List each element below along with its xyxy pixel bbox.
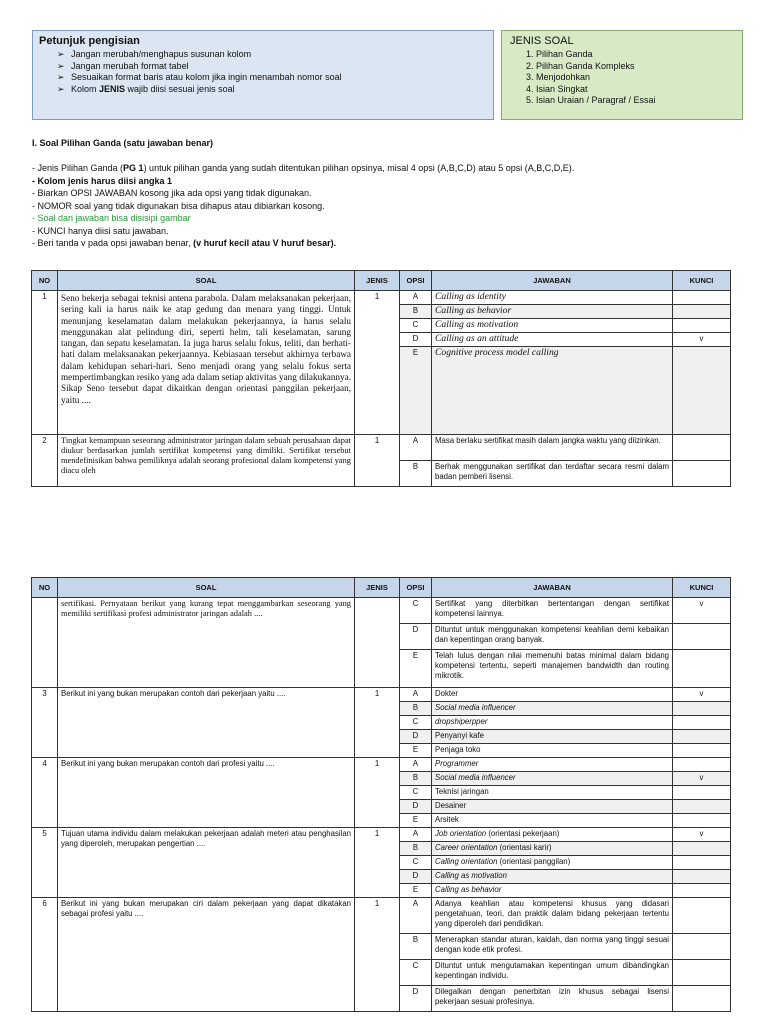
question-text: Berikut ini yang bukan merupakan ciri dalam pekerjaan yang dapat dikatakan sebagai profesi yaitu .... xyxy=(58,898,355,1012)
option-letter: B xyxy=(400,461,432,487)
header-kunci: KUNCI xyxy=(673,578,731,598)
question-type: 1 xyxy=(355,758,400,828)
answer-key xyxy=(673,291,731,305)
arrow-icon: ➢ xyxy=(57,72,65,82)
instruction-line: - Kolom jenis harus diisi angka 1 xyxy=(32,175,173,186)
question-number xyxy=(32,598,58,688)
option-letter: E xyxy=(400,347,432,435)
question-type: 1 xyxy=(355,898,400,1012)
answer-key xyxy=(673,347,731,435)
list-item: 5. Isian Uraian / Paragraf / Essai xyxy=(536,95,734,107)
question-table-1 xyxy=(31,270,731,487)
answer-text: Calling as an attitude xyxy=(432,333,673,347)
answer-key xyxy=(673,702,731,716)
option-letter: E xyxy=(400,650,432,688)
question-number: 6 xyxy=(32,898,58,1012)
option-letter: A xyxy=(400,898,432,934)
list-item: 1. Pilihan Ganda xyxy=(536,49,734,61)
answer-text: Programmer xyxy=(432,758,673,772)
list-item: ➢ Jangan merubah/menghapus susunan kolom xyxy=(57,49,252,59)
answer-key xyxy=(673,744,731,758)
answer-text: Calling as behavior xyxy=(432,884,673,898)
header-no: NO xyxy=(32,271,58,291)
option-letter: C xyxy=(400,598,432,624)
answer-key xyxy=(673,786,731,800)
answer-key: v xyxy=(673,772,731,786)
answer-key: v xyxy=(673,598,731,624)
jenis-soal-list xyxy=(536,49,734,107)
answer-text: Desainer xyxy=(432,800,673,814)
header-jawaban: JAWABAN xyxy=(432,578,673,598)
header-opsi: OPSI xyxy=(400,578,432,598)
answer-text: Calling orientation (orientasi panggilan) xyxy=(432,856,673,870)
option-letter: A xyxy=(400,291,432,305)
petunjuk-list xyxy=(57,49,487,95)
answer-text: dropshiperpper xyxy=(432,716,673,730)
table-row xyxy=(32,758,731,772)
option-letter: C xyxy=(400,786,432,800)
answer-key xyxy=(673,884,731,898)
answer-key xyxy=(673,758,731,772)
option-letter: A xyxy=(400,688,432,702)
answer-text: Dituntut untuk mengutamakan kepentingan umum dibandingkan kepentingan individu. xyxy=(432,960,673,986)
answer-key xyxy=(673,898,731,934)
table-row xyxy=(32,898,731,934)
option-letter: D xyxy=(400,730,432,744)
instruction-line: - Jenis Pilihan Ganda (PG 1) untuk pilihan ganda yang sudah ditentukan pilihan opsinya, misal 4 opsi (A,B,C,D) atau 5 opsi (A,B,C,D,E). xyxy=(32,163,575,173)
answer-text: Calling as motivation xyxy=(432,870,673,884)
list-item: 2. Pilihan Ganda Kompleks xyxy=(536,61,734,73)
option-letter: D xyxy=(400,870,432,884)
answer-text: Dilegalkan dengan penerbitan izin khusus sebagai lisensi pekerjaan sesuai profesinya. xyxy=(432,986,673,1012)
answer-text: Sertifikat yang diterbitkan bertentangan dengan sertifikat kompetensi lainnya. xyxy=(432,598,673,624)
table-header xyxy=(32,578,731,598)
question-type: 1 xyxy=(355,828,400,898)
option-letter: B xyxy=(400,702,432,716)
option-letter: B xyxy=(400,842,432,856)
question-text: Tujuan utama individu dalam melakukan pekerjaan adalah meteri atau penghasilan yang diperoleh, merupakan pengertian .... xyxy=(58,828,355,898)
answer-key xyxy=(673,319,731,333)
answer-text: Masa berlaku sertifikat masih dalam jangka waktu yang diizinkan. xyxy=(432,435,673,461)
answer-key: v xyxy=(673,688,731,702)
option-letter: D xyxy=(400,333,432,347)
question-number: 4 xyxy=(32,758,58,828)
answer-key xyxy=(673,856,731,870)
question-text: sertifikasi. Pernyataan berikut yang kurang tepat menggambarkan seseorang yang memiliki sertifikasi profesi administrator jaringan adalah .... xyxy=(58,598,355,688)
answer-key: v xyxy=(673,828,731,842)
answer-text: Adanya keahlian atau kompetensi khusus yang didasari pengetahuan, teori, dan praktik dalam bidang pekerjaan tertentu yang diperoleh dari pendidikan. xyxy=(432,898,673,934)
question-type xyxy=(355,598,400,688)
option-letter: E xyxy=(400,884,432,898)
header-kunci: KUNCI xyxy=(673,271,731,291)
answer-key xyxy=(673,730,731,744)
question-table-2 xyxy=(31,577,731,1012)
option-letter: E xyxy=(400,744,432,758)
answer-text: Social media influencer xyxy=(432,702,673,716)
table-row xyxy=(32,291,731,305)
answer-text: Career orientation (orientasi karir) xyxy=(432,842,673,856)
section-heading: I. Soal Pilihan Ganda (satu jawaban benar) xyxy=(32,138,214,148)
question-text: Tingkat kemampuan seseorang administrator jaringan dalam sebuah perusahaan dapat diukur berdasarkan jumlah sertifikat kompetensi yang dimiliki. Sertifikat tersebut mendefinisikan bahwa pemiliknya adalah seorang profesional dalam kompetensi yang diacu oleh xyxy=(58,435,355,487)
option-letter: C xyxy=(400,716,432,730)
header-jenis: JENIS xyxy=(355,271,400,291)
option-letter: B xyxy=(400,772,432,786)
instruction-line: - Soal dan jawaban bisa disisipi gambar xyxy=(32,213,191,223)
arrow-icon: ➢ xyxy=(57,49,65,59)
answer-key xyxy=(673,814,731,828)
header-jenis: JENIS xyxy=(355,578,400,598)
question-type: 1 xyxy=(355,688,400,758)
option-letter: D xyxy=(400,800,432,814)
answer-text: Berhak menggunakan sertifikat dan terdaftar secara resmi dalam badan pemberi lisensi. xyxy=(432,461,673,487)
table-row xyxy=(32,598,731,624)
answer-key xyxy=(673,800,731,814)
option-letter: A xyxy=(400,435,432,461)
header-soal: SOAL xyxy=(58,578,355,598)
answer-key xyxy=(673,305,731,319)
option-letter: C xyxy=(400,960,432,986)
answer-key xyxy=(673,934,731,960)
header-no: NO xyxy=(32,578,58,598)
answer-key xyxy=(673,461,731,487)
option-letter: D xyxy=(400,986,432,1012)
option-letter: B xyxy=(400,305,432,319)
list-item: ➢ Kolom JENIS wajib diisi sesuai jenis soal xyxy=(57,83,235,94)
arrow-icon: ➢ xyxy=(57,83,65,94)
instruction-line: - Beri tanda v pada opsi jawaban benar, (v huruf kecil atau V huruf besar). xyxy=(32,238,337,248)
table-row xyxy=(32,688,731,702)
question-text: Seno bekerja sebagai teknisi antena parabola. Dalam melaksanakan pekerjaan, sering kali ia harus naik ke atap gedung dan menara yang tinggi. Untuk menunjang keselamatan dalam melakukan pekerjaannya, ia harus selalu menggunakan alat pelindung diri, seperti helm, tali keselamatan, sarung tangan, dan sepatu keselamatan. Ia juga harus selalu fokus, teliti, dan berhati-hati dalam melaksanakan pekerjaannya. Kebiasaan tersebut akhirnya terbawa dalam kehidupan sehari-hari. Seno menjadi orang yang selalu fokus serta mempertimbangkan resiko yang ada dalam setiap aktivitas yang dilakukannya. Sikap Seno tersebut dapat dikaitkan dengan orientasi panggilan pekerjaan, yaitu .... xyxy=(58,291,355,435)
question-type: 1 xyxy=(355,435,400,487)
header-opsi: OPSI xyxy=(400,271,432,291)
table-row xyxy=(32,435,731,461)
answer-key xyxy=(673,986,731,1012)
list-item: 3. Menjodohkan xyxy=(536,72,734,84)
instruction-line: - NOMOR soal yang tidak digunakan bisa dihapus atau dibiarkan kosong. xyxy=(32,200,325,211)
answer-text: Menerapkan standar aturan, kaidah, dan norma yang tinggi sesuai dengan kode etik profesi. xyxy=(432,934,673,960)
answer-text: Dokter xyxy=(432,688,673,702)
option-letter: B xyxy=(400,934,432,960)
answer-key xyxy=(673,716,731,730)
instruction-line: - KUNCI hanya diisi satu jawaban. xyxy=(32,225,169,236)
answer-key xyxy=(673,624,731,650)
answer-text: Social media influencer xyxy=(432,772,673,786)
list-item: 4. Isian Singkat xyxy=(536,84,734,96)
petunjuk-title: Petunjuk pengisian xyxy=(39,35,140,47)
table-header xyxy=(32,271,731,291)
answer-text: Calling as motivation xyxy=(432,319,673,333)
option-letter: D xyxy=(400,624,432,650)
jenis-soal-title: JENIS SOAL xyxy=(510,35,574,47)
header-soal: SOAL xyxy=(58,271,355,291)
option-letter: E xyxy=(400,814,432,828)
answer-key xyxy=(673,842,731,856)
arrow-icon: ➢ xyxy=(57,60,65,71)
list-item: ➢ Sesuaikan format baris atau kolom jika ingin menambah nomor soal xyxy=(57,72,342,82)
question-type: 1 xyxy=(355,291,400,435)
answer-text: Calling as identity xyxy=(432,291,673,305)
question-text: Berikut ini yang bukan merupakan contoh dari profesi yaitu .... xyxy=(58,758,355,828)
answer-text: Dituntut untuk menggunakan kompetensi keahlian demi kebaikan dan kepentingan orang banyak. xyxy=(432,624,673,650)
question-number: 5 xyxy=(32,828,58,898)
answer-key xyxy=(673,650,731,688)
instructions xyxy=(32,162,732,250)
answer-key xyxy=(673,870,731,884)
answer-text: Telah lulus dengan nilai memenuhi batas minimal dalam bidang kompetensi tertentu, seperti manajemen bandwidth dan routing mikrotik. xyxy=(432,650,673,688)
answer-key xyxy=(673,435,731,461)
question-number: 3 xyxy=(32,688,58,758)
answer-key: v xyxy=(673,333,731,347)
petunjuk-box xyxy=(32,30,494,120)
question-text: Berikut ini yang bukan merupakan contoh dari pekerjaan yaitu .... xyxy=(58,688,355,758)
answer-text: Calling as behavior xyxy=(432,305,673,319)
answer-text: Penjaga toko xyxy=(432,744,673,758)
option-letter: A xyxy=(400,758,432,772)
instruction-line: - Biarkan OPSI JAWABAN kosong jika ada opsi yang tidak digunakan. xyxy=(32,188,312,198)
option-letter: C xyxy=(400,856,432,870)
header-jawaban: JAWABAN xyxy=(432,271,673,291)
answer-text: Arsitek xyxy=(432,814,673,828)
answer-text: Teknisi jaringan xyxy=(432,786,673,800)
table-row xyxy=(32,828,731,842)
question-number: 2 xyxy=(32,435,58,487)
jenis-soal-box xyxy=(501,30,743,120)
question-number: 1 xyxy=(32,291,58,435)
answer-key xyxy=(673,960,731,986)
answer-text: Penyanyi kafe xyxy=(432,730,673,744)
option-letter: A xyxy=(400,828,432,842)
answer-text: Cognitive process model calling xyxy=(432,347,673,435)
option-letter: C xyxy=(400,319,432,333)
answer-text: Job orientation (orientasi pekerjaan) xyxy=(432,828,673,842)
list-item: ➢ Jangan merubah format tabel xyxy=(57,60,189,71)
